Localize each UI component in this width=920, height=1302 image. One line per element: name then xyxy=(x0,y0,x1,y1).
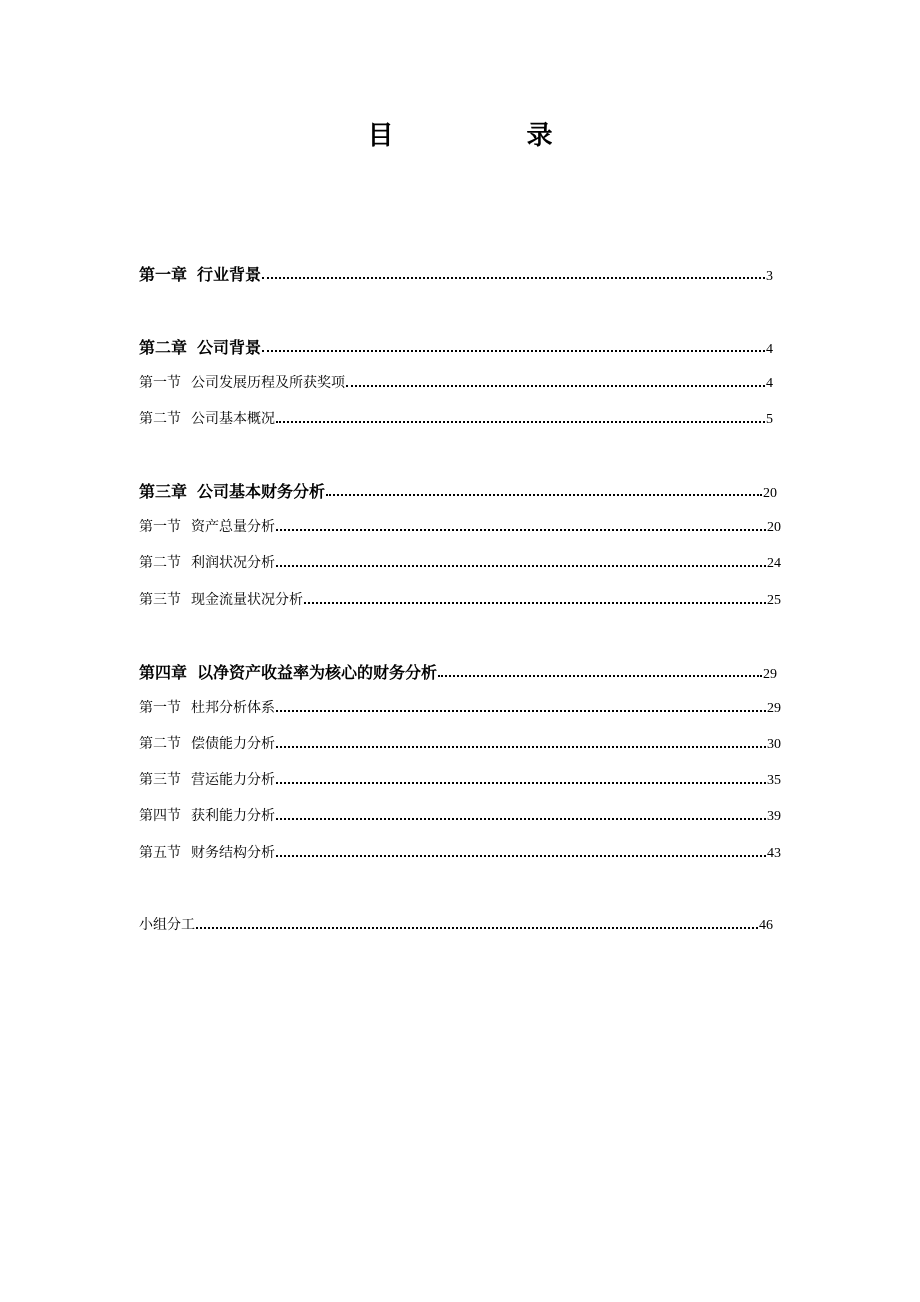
toc-entry-page: 4 xyxy=(766,376,773,391)
toc-entry-chapter-4[interactable] xyxy=(139,661,777,685)
toc-entry-label: 杜邦分析体系 xyxy=(191,700,275,716)
toc-entry-number: 第三节 xyxy=(139,592,181,608)
dot-leader xyxy=(304,602,766,604)
toc-entry-group-division[interactable] xyxy=(139,914,773,936)
toc-entry-page: 4 xyxy=(766,342,773,357)
toc-entry-label: 小组分工 xyxy=(139,917,195,933)
toc-entry-section[interactable] xyxy=(139,733,781,755)
toc-entry-chapter-1[interactable] xyxy=(139,263,773,287)
toc-entry-page: 39 xyxy=(767,809,781,824)
toc-entry-chapter-3[interactable] xyxy=(139,480,777,504)
toc-entry-number: 第五节 xyxy=(139,845,181,861)
dot-leader xyxy=(276,565,766,567)
toc-entry-label: 获利能力分析 xyxy=(191,808,275,824)
toc-entry-section[interactable] xyxy=(139,408,773,430)
dot-leader xyxy=(276,710,766,712)
toc-entry-label: 现金流量状况分析 xyxy=(191,592,303,608)
toc-entry-page: 20 xyxy=(767,520,781,535)
toc-entry-number: 第一章 xyxy=(139,265,188,284)
toc-entry-label: 以净资产收益率为核心的财务分析 xyxy=(197,663,438,682)
dot-leader xyxy=(276,529,766,531)
toc-entry-label: 公司发展历程及所获奖项 xyxy=(191,375,345,391)
toc-entry-page: 29 xyxy=(763,667,777,682)
toc-entry-label: 财务结构分析 xyxy=(191,845,275,861)
toc-entry-number: 第二节 xyxy=(139,736,181,752)
toc-entry-page: 3 xyxy=(766,269,773,284)
toc-entry-number: 第四节 xyxy=(139,808,181,824)
toc-entry-section[interactable] xyxy=(139,516,781,538)
toc-entry-label: 营运能力分析 xyxy=(191,772,275,788)
dot-leader xyxy=(346,385,765,387)
dot-leader xyxy=(196,927,758,929)
toc-entry-page: 24 xyxy=(767,556,781,571)
dot-leader xyxy=(276,855,766,857)
toc-entry-number: 第二节 xyxy=(139,411,181,427)
toc-entry-label: 公司基本财务分析 xyxy=(197,482,326,501)
dot-leader xyxy=(438,675,762,677)
dot-leader xyxy=(276,818,766,820)
toc-entry-section[interactable] xyxy=(139,769,781,791)
toc-entry-page: 46 xyxy=(759,918,773,933)
toc-entry-label: 利润状况分析 xyxy=(191,555,275,571)
dot-leader xyxy=(326,494,762,496)
toc-entry-number: 第三章 xyxy=(139,482,188,501)
toc-entry-label: 偿债能力分析 xyxy=(191,736,275,752)
toc-entry-page: 29 xyxy=(767,701,781,716)
toc-entry-number: 第三节 xyxy=(139,772,181,788)
toc-entry-page: 5 xyxy=(766,412,773,427)
toc-entry-page: 30 xyxy=(767,737,781,752)
toc-entry-section[interactable] xyxy=(139,589,781,611)
toc-entry-number: 第二节 xyxy=(139,555,181,571)
toc-entry-number: 第一节 xyxy=(139,375,181,391)
toc-entry-chapter-2[interactable] xyxy=(139,336,773,360)
dot-leader xyxy=(262,277,765,279)
dot-leader xyxy=(276,421,765,423)
toc-entry-label: 公司背景 xyxy=(197,338,262,357)
toc-entry-label: 资产总量分析 xyxy=(191,519,275,535)
toc-entry-page: 43 xyxy=(767,846,781,861)
toc-entry-label: 行业背景 xyxy=(197,265,262,284)
toc-entry-page: 20 xyxy=(763,486,777,501)
dot-leader xyxy=(276,782,766,784)
toc-entry-section[interactable] xyxy=(139,842,781,864)
toc-entry-number: 第一节 xyxy=(139,700,181,716)
toc-title: 目 录 xyxy=(367,121,615,151)
toc-entry-page: 25 xyxy=(767,593,781,608)
toc-entry-label: 公司基本概况 xyxy=(191,411,275,427)
dot-leader xyxy=(276,746,766,748)
toc-entry-number: 第一节 xyxy=(139,519,181,535)
dot-leader xyxy=(262,350,765,352)
toc-entry-number: 第四章 xyxy=(139,663,188,682)
toc-entry-section[interactable] xyxy=(139,805,781,827)
toc-entry-section[interactable] xyxy=(139,697,781,719)
toc-entry-page: 35 xyxy=(767,773,781,788)
toc-entry-number: 第二章 xyxy=(139,338,188,357)
toc-entry-section[interactable] xyxy=(139,372,773,394)
toc-entry-section[interactable] xyxy=(139,552,781,574)
